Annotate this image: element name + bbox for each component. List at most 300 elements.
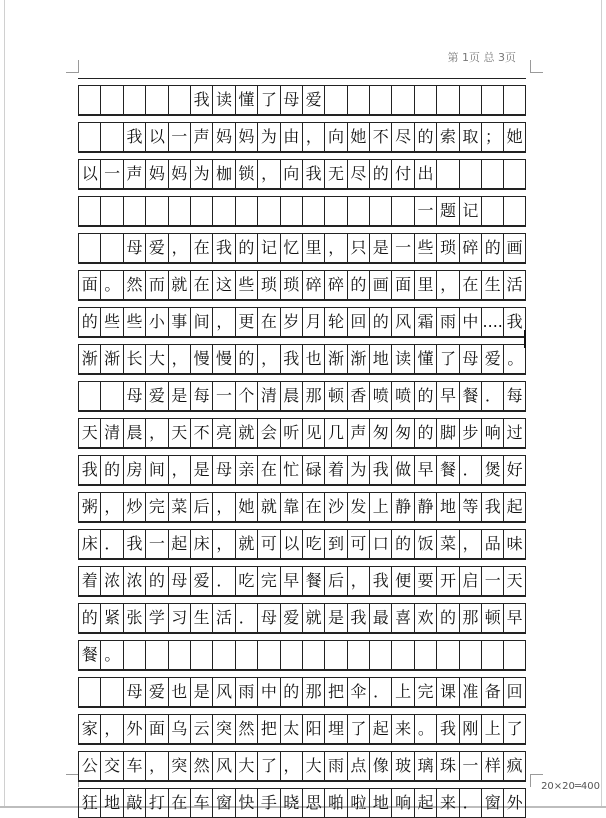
grid-cell — [280, 641, 302, 669]
grid-cell: 浓 — [123, 567, 145, 595]
grid-cell: 了 — [436, 345, 458, 373]
grid-cell: 突 — [212, 715, 234, 743]
grid-cell: 面 — [145, 715, 167, 743]
grid-cell — [414, 86, 436, 114]
grid-cell: 了 — [257, 86, 279, 114]
grid-cell: 爱 — [481, 345, 503, 373]
grid-cell: .... — [481, 308, 503, 336]
grid-cell: 爱 — [302, 86, 324, 114]
grid-cell: ． — [235, 604, 257, 632]
grid-cell: 啪 — [324, 789, 346, 817]
grid-cell: 早 — [503, 604, 525, 632]
grid-cell: 口 — [369, 530, 391, 558]
grid-cell: 个 — [235, 382, 257, 410]
grid-cell: 早 — [436, 382, 458, 410]
grid-cell: 记 — [459, 197, 481, 225]
grid-cell: 面 — [391, 271, 413, 299]
grid-cell: 匆 — [391, 419, 413, 447]
grid-row-cells — [78, 419, 526, 448]
grid-cell: 生 — [190, 604, 212, 632]
grid-cell: 母 — [280, 86, 302, 114]
grid-cell: 慢 — [212, 345, 234, 373]
grid-cell — [257, 641, 279, 669]
grid-cell: 风 — [391, 308, 413, 336]
grid-cell — [481, 86, 503, 114]
grid-cell: ， — [436, 271, 458, 299]
grid-cell: 点 — [347, 752, 369, 780]
grid-cell — [123, 641, 145, 669]
grid-cell — [145, 197, 167, 225]
grid-cell: 我 — [212, 234, 234, 262]
grid-cell — [100, 123, 122, 151]
grid-cell: 就 — [302, 604, 324, 632]
grid-cell: 静 — [414, 493, 436, 521]
grid-cell: 煲 — [481, 456, 503, 484]
grid-cell: 餐 — [459, 382, 481, 410]
grid-cell: 埋 — [324, 715, 346, 743]
margin-corner-top-left — [66, 60, 79, 73]
grid-cell: 读 — [391, 345, 413, 373]
grid-cell: 为 — [257, 123, 279, 151]
grid-cell: 然 — [190, 752, 212, 780]
grid-cell — [324, 641, 346, 669]
grid-cell: ． — [100, 530, 122, 558]
grid-cell: 轮 — [324, 308, 346, 336]
grid-cell: ． — [459, 456, 481, 484]
grid-cell: 云 — [190, 715, 212, 743]
grid-cell: 。 — [414, 715, 436, 743]
grid-cell: 碌 — [302, 456, 324, 484]
grid-cell — [503, 197, 525, 225]
grid-cell: 最 — [369, 604, 391, 632]
grid-cell: 风 — [212, 752, 234, 780]
grid-cell: 尽 — [347, 160, 369, 188]
grid-row-cells — [78, 345, 526, 374]
grid-row-cells — [78, 678, 526, 707]
grid-cell: 以 — [78, 160, 100, 188]
grid-row-cells — [78, 567, 526, 596]
grid-cell: 沙 — [324, 493, 346, 521]
grid-cell: ， — [212, 530, 234, 558]
grid-cell: 在 — [168, 789, 190, 817]
grid-cell: 琐 — [280, 271, 302, 299]
grid-cell: 慢 — [190, 345, 212, 373]
grid-cell: 床 — [190, 530, 212, 558]
grid-cell: 我 — [280, 345, 302, 373]
grid-cell — [235, 641, 257, 669]
grid-cell — [212, 641, 234, 669]
grid-row — [78, 263, 526, 300]
grid-cell: 是 — [190, 456, 212, 484]
composition-grid[interactable] — [78, 78, 526, 818]
grid-cell — [324, 86, 346, 114]
grid-cell: 餐 — [302, 567, 324, 595]
grid-cell — [78, 86, 100, 114]
grid-cell: 思 — [302, 789, 324, 817]
grid-row — [78, 707, 526, 744]
grid-cell: ， — [280, 752, 302, 780]
grid-cell: 着 — [78, 567, 100, 595]
grid-cell: 由 — [280, 123, 302, 151]
text-cursor — [524, 330, 526, 348]
grid-cell: 窗 — [212, 789, 234, 817]
grid-cell: 母 — [257, 604, 279, 632]
grid-cell: 后 — [190, 493, 212, 521]
grid-cell: 一 — [100, 160, 122, 188]
grid-cell: 母 — [212, 456, 234, 484]
grid-cell: 我 — [503, 308, 525, 336]
grid-cell: 紧 — [100, 604, 122, 632]
grid-cell: 就 — [257, 493, 279, 521]
grid-cell: 启 — [459, 567, 481, 595]
grid-row — [78, 226, 526, 263]
grid-cell: 课 — [436, 678, 458, 706]
grid-cell: 顿 — [481, 604, 503, 632]
grid-cell — [78, 678, 100, 706]
grid-cell: 天 — [168, 419, 190, 447]
grid-cell: 床 — [78, 530, 100, 558]
grid-cell: 匆 — [369, 419, 391, 447]
grid-cell: 霜 — [414, 308, 436, 336]
grid-cell: 静 — [391, 493, 413, 521]
grid-cell: 些 — [123, 308, 145, 336]
grid-cell — [459, 86, 481, 114]
grid-cell — [347, 641, 369, 669]
grid-cell: 声 — [347, 419, 369, 447]
grid-cell: 开 — [436, 567, 458, 595]
grid-row-cells — [78, 234, 526, 263]
grid-cell: ； — [481, 123, 503, 151]
grid-cell: 记 — [257, 234, 279, 262]
grid-cell: 里 — [302, 234, 324, 262]
grid-cell: 间 — [145, 456, 167, 484]
grid-cell: ． — [459, 789, 481, 817]
grid-cell — [302, 197, 324, 225]
grid-cell: 喷 — [369, 382, 391, 410]
grid-cell: 备 — [481, 678, 503, 706]
margin-corner-top-right — [530, 60, 543, 73]
grid-cell: ， — [257, 160, 279, 188]
grid-cell: 的 — [436, 604, 458, 632]
grid-cell: 回 — [347, 308, 369, 336]
grid-cell: 每 — [190, 382, 212, 410]
grid-cell — [78, 197, 100, 225]
grid-cell: 的 — [280, 678, 302, 706]
grid-cell — [481, 641, 503, 669]
grid-cell: ， — [145, 419, 167, 447]
grid-cell: 长 — [123, 345, 145, 373]
grid-cell: 锁 — [235, 160, 257, 188]
grid-cell: 阳 — [302, 715, 324, 743]
grid-cell — [369, 641, 391, 669]
grid-cell: ， — [100, 493, 122, 521]
grid-cell: 中 — [257, 678, 279, 706]
grid-cell: 碎 — [302, 271, 324, 299]
grid-cell: 我 — [123, 123, 145, 151]
grid-cell: ， — [168, 345, 190, 373]
grid-cell: 习 — [168, 604, 190, 632]
grid-cell: 早 — [414, 456, 436, 484]
grid-cell: 为 — [347, 456, 369, 484]
grid-cell: 一 — [168, 123, 190, 151]
grid-cell — [459, 160, 481, 188]
grid-cell: 大 — [145, 345, 167, 373]
page-left-edge — [4, 0, 5, 808]
grid-cell: 在 — [257, 308, 279, 336]
grid-row — [78, 115, 526, 152]
grid-cell: ， — [212, 493, 234, 521]
grid-cell: 珠 — [436, 752, 458, 780]
grid-cell: 的 — [369, 160, 391, 188]
grid-cell: 更 — [235, 308, 257, 336]
grid-cell: 晓 — [280, 789, 302, 817]
grid-cell: ， — [212, 308, 234, 336]
grid-cell — [190, 197, 212, 225]
grid-cell: 房 — [123, 456, 145, 484]
grid-cell: 爱 — [145, 234, 167, 262]
grid-cell: 完 — [257, 567, 279, 595]
grid-cell: 母 — [459, 345, 481, 373]
grid-cell: 向 — [324, 123, 346, 151]
grid-row — [78, 559, 526, 596]
grid-row — [78, 781, 526, 818]
grid-cell: 的 — [481, 234, 503, 262]
grid-cell: 上 — [391, 678, 413, 706]
grid-cell — [123, 86, 145, 114]
grid-cell — [100, 86, 122, 114]
grid-cell — [100, 234, 122, 262]
grid-cell: 我 — [78, 456, 100, 484]
grid-cell: 晨 — [123, 419, 145, 447]
grid-cell: ． — [481, 382, 503, 410]
grid-cell — [391, 86, 413, 114]
grid-cell — [100, 382, 122, 410]
grid-cell — [414, 641, 436, 669]
grid-cell: 上 — [481, 715, 503, 743]
grid-cell: 来 — [391, 715, 413, 743]
grid-cell: 爱 — [145, 382, 167, 410]
grid-cell: 地 — [436, 493, 458, 521]
grid-cell: 听 — [280, 419, 302, 447]
grid-cell: 以 — [280, 530, 302, 558]
grid-cell — [391, 641, 413, 669]
grid-cell: 也 — [302, 345, 324, 373]
grid-cell: 渐 — [324, 345, 346, 373]
grid-cell: 的 — [369, 308, 391, 336]
grid-cell: 啦 — [347, 789, 369, 817]
grid-cell: 了 — [257, 752, 279, 780]
grid-cell: 而 — [145, 271, 167, 299]
grid-cell: 响 — [481, 419, 503, 447]
grid-row — [78, 448, 526, 485]
grid-cell: 尽 — [391, 123, 413, 151]
grid-cell — [145, 86, 167, 114]
grid-cell: ， — [302, 123, 324, 151]
grid-cell: 。 — [100, 271, 122, 299]
grid-cell: 清 — [257, 382, 279, 410]
grid-cell: 碎 — [324, 271, 346, 299]
grid-cell — [123, 197, 145, 225]
grid-cell: 那 — [459, 604, 481, 632]
grid-cell: ， — [145, 752, 167, 780]
grid-cell: 我 — [302, 160, 324, 188]
grid-cell — [324, 197, 346, 225]
grid-cell: 的 — [235, 234, 257, 262]
grid-cell: 一 — [481, 567, 503, 595]
grid-row-cells — [78, 197, 526, 226]
grid-cell: 早 — [280, 567, 302, 595]
grid-cell: 渐 — [347, 345, 369, 373]
grid-cell: 把 — [257, 715, 279, 743]
grid-row — [78, 596, 526, 633]
grid-cell: 后 — [324, 567, 346, 595]
grid-cell: 的 — [391, 530, 413, 558]
grid-cell: 可 — [347, 530, 369, 558]
grid-cell: ， — [459, 530, 481, 558]
grid-cell: 起 — [369, 715, 391, 743]
grid-row-cells — [78, 160, 526, 189]
grid-cell: 是 — [369, 234, 391, 262]
grid-cell: 以 — [145, 123, 167, 151]
grid-row — [78, 300, 526, 337]
grid-cell: 就 — [235, 419, 257, 447]
grid-cell: 外 — [123, 715, 145, 743]
grid-cell: 一 — [212, 382, 234, 410]
grid-cell — [190, 641, 212, 669]
grid-cell: 快 — [235, 789, 257, 817]
grid-cell: ， — [100, 715, 122, 743]
grid-cell: 喜 — [391, 604, 413, 632]
grid-cell: 些 — [235, 271, 257, 299]
grid-cell: 一 — [145, 530, 167, 558]
grid-cell: 岁 — [280, 308, 302, 336]
grid-cell: 等 — [459, 493, 481, 521]
grid-cell: 些 — [100, 308, 122, 336]
grid-cell: 准 — [459, 678, 481, 706]
grid-cell: 忆 — [280, 234, 302, 262]
grid-cell — [503, 641, 525, 669]
grid-cell: 我 — [190, 86, 212, 114]
grid-cell — [481, 160, 503, 188]
grid-cell: ， — [168, 456, 190, 484]
grid-cell: 回 — [503, 678, 525, 706]
grid-cell: 爱 — [280, 604, 302, 632]
grid-cell: 枷 — [212, 160, 234, 188]
grid-cell — [100, 197, 122, 225]
grid-cell: 品 — [481, 530, 503, 558]
grid-cell — [145, 641, 167, 669]
grid-cell: 琐 — [257, 271, 279, 299]
grid-cell: 在 — [302, 493, 324, 521]
grid-cell: 的 — [100, 456, 122, 484]
grid-cell: 月 — [302, 308, 324, 336]
grid-cell: 妈 — [212, 123, 234, 151]
grid-cell: 车 — [190, 789, 212, 817]
grid-cell: 亮 — [212, 419, 234, 447]
grid-cell — [503, 160, 525, 188]
grid-cell: 做 — [391, 456, 413, 484]
grid-cell — [280, 197, 302, 225]
grid-cell: 生 — [481, 271, 503, 299]
grid-cell: 母 — [123, 382, 145, 410]
grid-cell: 响 — [391, 789, 413, 817]
grid-row — [78, 78, 526, 115]
grid-cell: 妈 — [235, 123, 257, 151]
grid-cell — [78, 382, 100, 410]
grid-cell: 见 — [302, 419, 324, 447]
grid-cell: 间 — [190, 308, 212, 336]
grid-cell: 起 — [168, 530, 190, 558]
grid-cell: 窗 — [481, 789, 503, 817]
grid-row-cells — [78, 604, 526, 633]
grid-cell: 的 — [235, 345, 257, 373]
grid-cell: 我 — [369, 456, 391, 484]
grid-row — [78, 189, 526, 226]
grid-cell: 就 — [235, 530, 257, 558]
grid-row-cells — [78, 752, 526, 781]
grid-row-cells — [78, 308, 526, 337]
grid-cell: 渐 — [100, 345, 122, 373]
grid-cell — [302, 641, 324, 669]
grid-cell: 那 — [302, 382, 324, 410]
grid-cell: 过 — [503, 419, 525, 447]
page-right-edge — [601, 0, 602, 808]
grid-cell: 菜 — [436, 530, 458, 558]
grid-cell: 大 — [302, 752, 324, 780]
grid-cell: 里 — [414, 271, 436, 299]
grid-cell: 味 — [503, 530, 525, 558]
grid-cell: 会 — [257, 419, 279, 447]
grid-cell: 交 — [100, 752, 122, 780]
grid-cell: 懂 — [414, 345, 436, 373]
grid-cell: ， — [347, 567, 369, 595]
grid-cell: 玻 — [391, 752, 413, 780]
grid-cell: 在 — [459, 271, 481, 299]
grid-cell: 车 — [123, 752, 145, 780]
grid-cell: 我 — [436, 715, 458, 743]
grid-cell — [369, 86, 391, 114]
grid-cell: 画 — [503, 234, 525, 262]
grid-cell — [436, 86, 458, 114]
grid-cell: 渐 — [78, 345, 100, 373]
grid-cell: 刚 — [459, 715, 481, 743]
grid-cell: 天 — [78, 419, 100, 447]
grid-cell: 的 — [414, 123, 436, 151]
grid-cell: 活 — [212, 604, 234, 632]
grid-cell: 向 — [280, 160, 302, 188]
grid-cell: 发 — [347, 493, 369, 521]
grid-cell: 疯 — [503, 752, 525, 780]
grid-cell — [168, 641, 190, 669]
grid-cell: 亲 — [235, 456, 257, 484]
grid-cell: 起 — [414, 789, 436, 817]
grid-cell: 突 — [168, 752, 190, 780]
grid-cell: 晨 — [280, 382, 302, 410]
grid-cell: 我 — [481, 493, 503, 521]
grid-cell: 了 — [503, 715, 525, 743]
grid-cell: 大 — [235, 752, 257, 780]
grid-cell: 样 — [481, 752, 503, 780]
grid-cell: 那 — [302, 678, 324, 706]
grid-cell: 也 — [168, 678, 190, 706]
grid-cell — [100, 678, 122, 706]
grid-cell: 菜 — [168, 493, 190, 521]
grid-cell — [347, 197, 369, 225]
grid-cell: 起 — [503, 493, 525, 521]
grid-cell: 一 — [391, 234, 413, 262]
grid-row-cells — [78, 86, 526, 115]
grid-cell: 的 — [78, 604, 100, 632]
